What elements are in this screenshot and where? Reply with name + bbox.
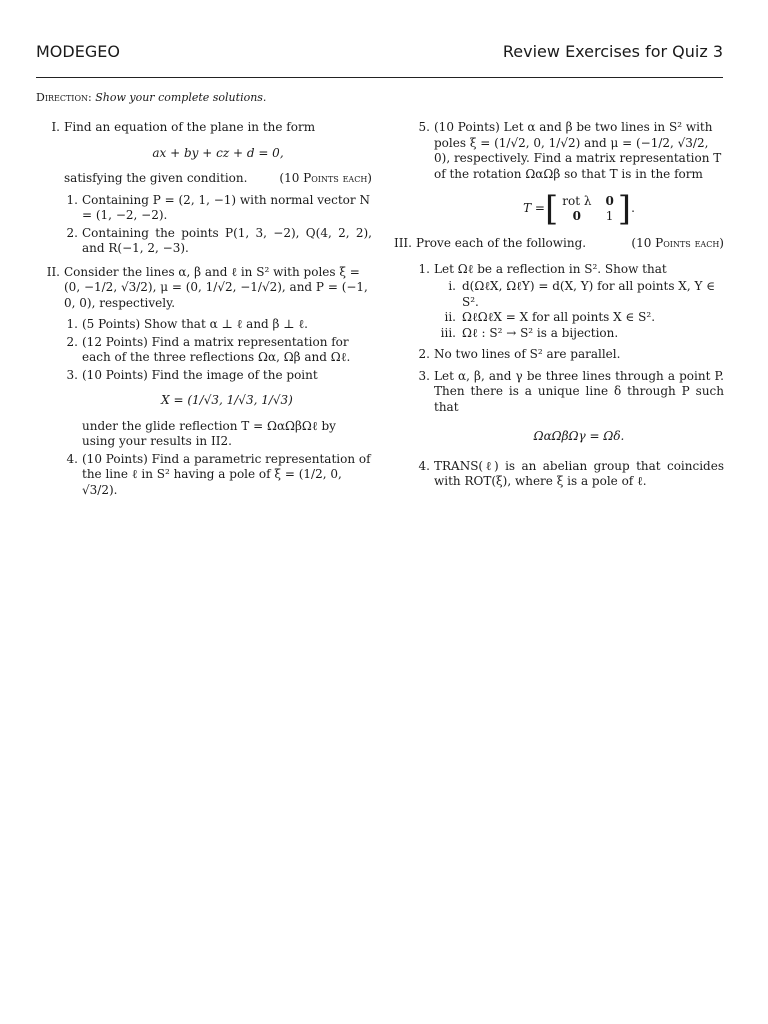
- list-item: [416, 459, 724, 490]
- item-number: 4.: [418, 458, 430, 473]
- points-label: (10 Points each): [279, 171, 372, 185]
- list-item: [416, 369, 724, 445]
- list-item: [416, 347, 724, 363]
- problem-II: [40, 265, 372, 499]
- sub-item: [434, 326, 724, 342]
- item-number: 2.: [418, 347, 430, 361]
- item-number: 4.: [66, 451, 78, 466]
- sub-list: [434, 279, 724, 341]
- list-item: [416, 262, 724, 342]
- item-continuation: under the glide reflection T = ΩαΩβΩℓ by using your results in II2.: [82, 418, 336, 448]
- list-item: [64, 317, 372, 333]
- item-text: Let Ωℓ be a reflection in S². Show that: [434, 261, 667, 276]
- item-list: [416, 262, 724, 490]
- matrix-display: [434, 189, 724, 229]
- problem-stem: Find an equation of the plane in the form: [64, 120, 316, 134]
- right-bracket: ]: [617, 189, 632, 229]
- sub-item-text: d(ΩℓX, ΩℓY) = d(X, Y) for all points X, Y ∈ S².: [462, 279, 716, 309]
- sub-item: [434, 310, 724, 326]
- problem-stem: Consider the lines α, β and ℓ in S² with poles ξ = (0, −1/2, √3/2), μ = (0, 1/√2, −1/√2), and P = (−1, 0, 0), respectively.: [64, 264, 368, 310]
- left-column: [40, 120, 372, 506]
- item-number: 2.: [66, 225, 78, 240]
- problem-stem: Prove each of the following.: [416, 236, 587, 250]
- document-title: Review Exercises for Quiz 3: [502, 42, 723, 61]
- direction-line: [36, 91, 266, 104]
- item-text: (10 Points) Find a parametric representation of the line ℓ in S² having a pole of ξ = (1/2, 0, √3/2).: [82, 451, 371, 497]
- matrix-period: .: [631, 201, 635, 216]
- item-text: (10 Points) Find the image of the point: [82, 367, 318, 382]
- sub-item-text: Ωℓ : S² → S² is a bijection.: [462, 325, 619, 340]
- item-list: [64, 193, 372, 257]
- item-number: 5.: [418, 120, 430, 134]
- item-number: 3.: [66, 367, 78, 382]
- right-column: [392, 120, 724, 498]
- condition-row: [64, 171, 372, 187]
- points-label: (10 Points each): [631, 236, 724, 250]
- page-header: [36, 42, 723, 66]
- list-item: [64, 368, 372, 450]
- matrix-cell: 0: [605, 194, 614, 208]
- direction-label: Direction:: [36, 91, 92, 104]
- item-list: [64, 317, 372, 498]
- item-text: Containing the points P(1, 3, −2), Q(4, 2, 2), and R(−1, 2, −3).: [82, 225, 372, 255]
- sub-item: [434, 279, 724, 310]
- matrix-cell: rot λ: [562, 194, 592, 208]
- item-number: 3.: [418, 368, 430, 383]
- display-equation: ax + by + cz + d = 0,: [152, 145, 284, 160]
- direction-text: Show your complete solutions.: [95, 91, 267, 104]
- condition-text: satisfying the given condition.: [64, 171, 248, 185]
- list-item: [64, 452, 372, 499]
- problem-III: [392, 236, 724, 490]
- item-text: Let α, β, and γ be three lines through a point P. Then there is a unique line δ through P such that: [434, 368, 724, 414]
- sub-item-number: ii.: [444, 310, 456, 324]
- display-equation: ΩαΩβΩγ = Ωδ.: [533, 429, 625, 443]
- left-bracket: [: [544, 189, 559, 229]
- problem-number: III.: [393, 236, 412, 250]
- course-code: MODEGEO: [36, 42, 120, 61]
- problem-I: [40, 120, 372, 257]
- item-number: 1.: [418, 261, 430, 276]
- matrix-cell: 1: [605, 209, 614, 223]
- stem-row: [416, 236, 724, 252]
- matrix-cell: 0: [572, 209, 582, 223]
- sub-item-number: i.: [448, 279, 456, 293]
- problem-number: I.: [51, 120, 60, 134]
- problem-II-item-5: [416, 120, 724, 229]
- item-text: (5 Points) Show that α ⊥ ℓ and β ⊥ ℓ.: [82, 317, 308, 331]
- list-item: [64, 226, 372, 257]
- matrix-lhs: T =: [523, 201, 545, 216]
- display-equation: X = (1/√3, 1/√3, 1/√3): [161, 393, 293, 407]
- matrix: [562, 194, 614, 224]
- header-rule: [36, 77, 723, 78]
- item-text: Containing P = (2, 1, −1) with normal vector N = (1, −2, −2).: [82, 192, 370, 222]
- problem-number: II.: [46, 264, 60, 279]
- item-text: TRANS(ℓ) is an abelian group that coincides with ROT(ξ), where ξ is a pole of ℓ.: [434, 458, 724, 488]
- list-item: [64, 335, 372, 366]
- item-text: (10 Points) Let α and β be two lines in S² with poles ξ = (1/√2, 0, 1/√2) and μ = (−1/2, √3/2, 0), respectively. Find a matrix representation T of the rotation ΩαΩβ so that T is in the form: [434, 120, 722, 181]
- sub-item-number: iii.: [440, 325, 456, 340]
- list-item: [64, 193, 372, 224]
- sub-item-text: ΩℓΩℓX = X for all points X ∈ S².: [462, 310, 656, 324]
- item-text: No two lines of S² are parallel.: [434, 347, 621, 361]
- item-list: [392, 120, 724, 229]
- item-number: 1.: [66, 192, 78, 207]
- item-number: 1.: [66, 317, 78, 331]
- item-text: (12 Points) Find a matrix representation for each of the three reflections Ωα, Ωβ and Ωℓ.: [82, 334, 351, 364]
- item-number: 2.: [66, 334, 78, 349]
